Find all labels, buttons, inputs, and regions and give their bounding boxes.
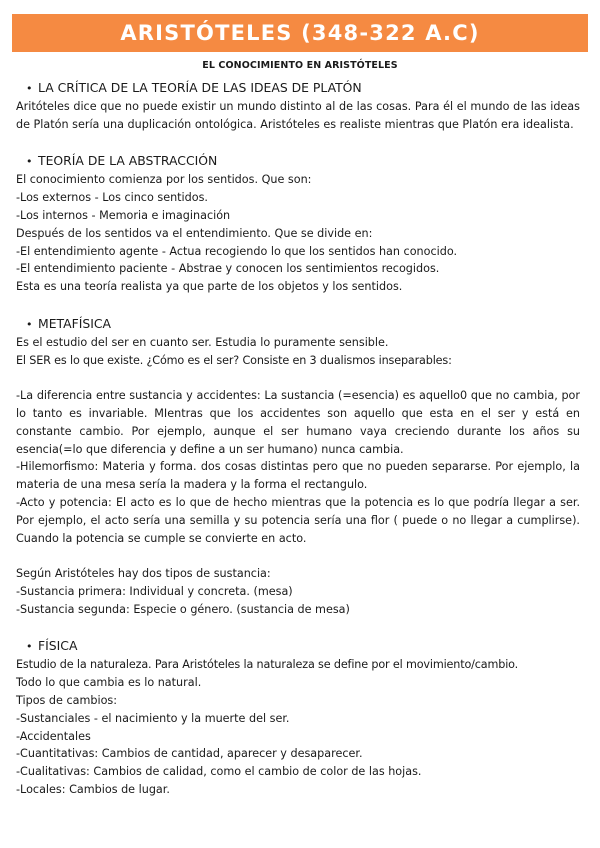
section-heading-fisica: • FÍSICA <box>16 636 580 656</box>
text-line: El conocimiento comienza por los sentidos. Que son: <box>16 173 312 187</box>
section-heading-abstraccion: • TEORÍA DE LA ABSTRACCIÓN <box>16 151 580 171</box>
text-line: Después de los sentidos va el entendimiento. Que se divide en: <box>16 226 373 240</box>
section-heading-critica: • LA CRÍTICA DE LA TEORÍA DE LAS IDEAS DE PLATÓN <box>16 78 580 98</box>
text-line: Según Aristóteles hay dos tipos de sustancia: <box>16 567 271 581</box>
bullet-icon: • <box>26 82 33 95</box>
text-line: -Locales: Cambios de lugar. <box>16 782 170 796</box>
text-line: Estudio de la naturaleza. Para Aristóteles la naturaleza se define por el movimiento/cambio. <box>16 658 519 672</box>
section-heading-metafisica: • METAFÍSICA <box>16 314 580 334</box>
text-line: Tipos de cambios: <box>16 693 118 707</box>
bullet-icon: • <box>26 155 33 169</box>
page-title: ARISTÓTELES (348-322 A.C) <box>120 21 480 45</box>
document-body <box>16 78 580 799</box>
text-line: Todo lo que cambia es lo natural. <box>16 676 202 690</box>
text-line: -Sustancia primera: Individual y concreta. (mesa) <box>16 584 293 598</box>
text-line: -Accidentales <box>16 729 91 743</box>
text-line: -Cuantitativas: Cambios de cantidad, aparecer y desaparecer. <box>16 747 363 761</box>
text-line: El SER es lo que existe. ¿Cómo es el ser? Consiste en 3 dualismos inseparables: <box>16 353 452 367</box>
subtitle: EL CONOCIMIENTO EN ARISTÓTELES <box>202 60 398 71</box>
text-line: -El entendimiento paciente - Abstrae y conocen los sentimientos recogidos. <box>16 262 440 276</box>
text-line: -Sustanciales - el nacimiento y la muerte del ser. <box>16 711 290 725</box>
text-line: -Los externos - Los cinco sentidos. <box>16 191 208 205</box>
paragraph-sustancia-accidentes: -La diferencia entre sustancia y accidentes: La sustancia (=esencia) es aquello0 que no cambia, por lo tanto es invariable. MIentras que los accidentes son aquello que esta en el ser y está en constante cambio. Por ejemplo, aunque el ser humano vaya creciendo durante los años su esencia(=lo que diferencia y define a un ser humano) nunca cambia. <box>16 389 580 456</box>
text-line: Esta es una teoría realista ya que parte de los objetos y los sentidos. <box>16 280 403 294</box>
bullet-icon: • <box>26 317 33 331</box>
bullet-icon: • <box>26 640 33 654</box>
text-line: -El entendimiento agente - Actua recogiendo lo que los sentidos han conocido. <box>16 244 458 258</box>
paragraph-critica: Aritóteles dice que no puede existir un mundo distinto al de las cosas. Para él el mundo de las ideas de Platón sería una duplicación ontológica. Aristóteles es realiste mientras que Platón era idealista. <box>16 100 580 131</box>
text-line: -Los internos - Memoria e imaginación <box>16 208 231 222</box>
text-line: Es el estudio del ser en cuanto ser. Estudia lo puramente sensible. <box>16 335 389 349</box>
text-line: -Cualitativas: Cambios de calidad, como el cambio de color de las hojas. <box>16 765 422 779</box>
paragraph-hilemorfismo: -Hilemorfismo: Materia y forma. dos cosas distintas pero que no pueden separarse. Por ejemplo, la materia de una mesa sería la madera y la forma el rectangulo. <box>16 460 580 492</box>
text-line: -Sustancia segunda: Especie o género. (sustancia de mesa) <box>16 602 350 616</box>
paragraph-acto-potencia: -Acto y potencia: El acto es lo que de hecho mientras que la potencia es lo que podría llegar a ser. Por ejemplo, el acto sería una semilla y su potencia sería una flor ( puede o no llegar a cumplirse). Cuando la potencia se cumple se convierte en acto. <box>16 495 580 545</box>
title-banner <box>12 14 588 52</box>
